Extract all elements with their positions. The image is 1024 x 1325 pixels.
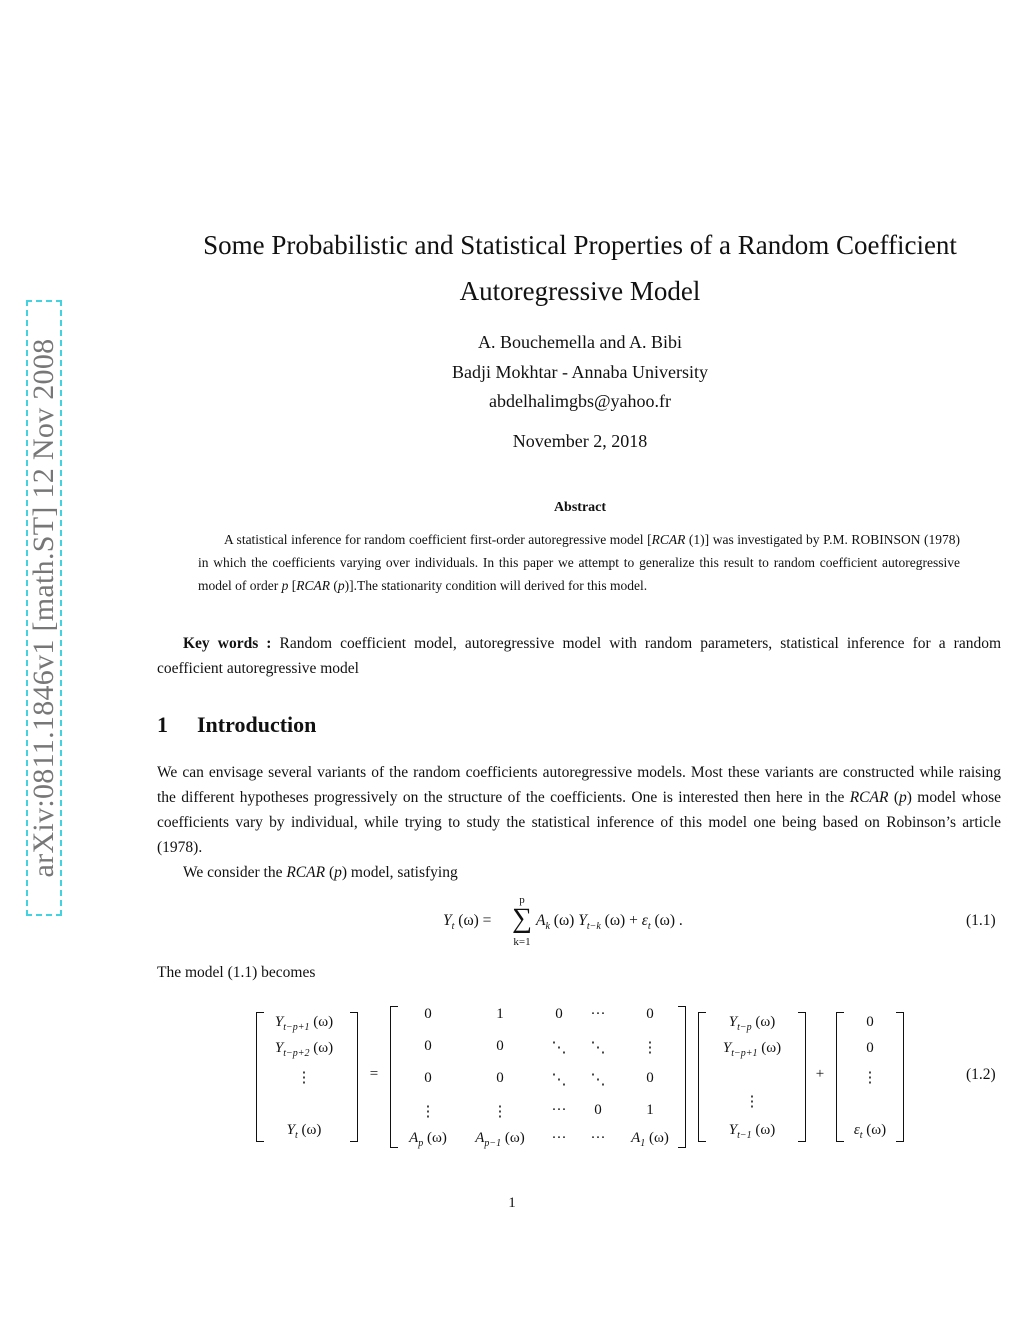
- matrix-entry: 0: [496, 1070, 504, 1086]
- matrix-entry: 0: [555, 1006, 563, 1022]
- noise-bracket-right: [896, 1012, 904, 1142]
- eq1-y-sub: t−k: [586, 921, 601, 933]
- section-title: Introduction: [197, 712, 317, 737]
- eq1-lhs-arg: (ω) =: [454, 912, 492, 929]
- keywords: [157, 631, 1001, 681]
- matrix-entry: ⋮: [492, 1104, 508, 1120]
- abstract-term-rcar-2: RCAR: [296, 578, 330, 593]
- abstract-term-rcar: RCAR: [651, 532, 686, 547]
- rhs-vector-entry: $Y_{t-1}$ (ω): [728, 1122, 776, 1141]
- eq2-plus: +: [815, 1066, 825, 1082]
- eq1-eps-arg: (ω) .: [650, 912, 683, 929]
- rhs-vector-entry: $Y_{t-p}$ (ω): [728, 1014, 776, 1033]
- matrix-entry: ···: [590, 1130, 606, 1146]
- intro-paragraph-1: [157, 760, 1001, 860]
- matrix-entry: ···: [590, 1006, 606, 1022]
- matrix-entry: 1: [496, 1006, 504, 1022]
- eq1-eps-sub: t: [647, 921, 651, 933]
- abstract-var-p: p: [281, 578, 289, 593]
- para2-var: p: [334, 864, 342, 881]
- abstract-text-e: )].The stationarity condition will derived for this model.: [344, 578, 648, 593]
- matrix-bracket-left: [390, 1006, 398, 1148]
- matrix-entry: $A_p$ (ω): [409, 1130, 447, 1149]
- matrix-entry: 0: [424, 1006, 432, 1022]
- matrix-entry: ⋱: [590, 1040, 606, 1056]
- para2-term: RCAR: [286, 864, 326, 881]
- affiliation: Badji Mokhtar - Annaba University: [452, 362, 708, 382]
- eq1-a-arg: (ω): [549, 912, 579, 929]
- date: November 2, 2018: [512, 431, 648, 451]
- eq1-y-arg: (ω) +: [600, 912, 642, 929]
- para1-b: (: [888, 789, 899, 806]
- matrix-entry: 0: [594, 1102, 602, 1118]
- para1-a: We can envisage several variants of the random coefficients autoregressive models. Most these variants are constructed while raising the different hypotheses progressively on the structure of the coefficients. One is interested then here in the: [157, 764, 1001, 806]
- lhs-vector-entry: $Y_{t-p+2}$ (ω): [274, 1040, 334, 1059]
- matrix-entry: 0: [646, 1070, 654, 1086]
- eq1-sum-bottom: k=1: [513, 936, 531, 948]
- eq2-number: (1.2): [966, 1066, 996, 1083]
- keywords-text: Random coefficient model, autoregressive model with random parameters, statistical inference for a random coefficient autoregressive model: [157, 635, 1002, 677]
- para1-c: ) model whose coefficients vary by individual, while trying to study the statistical inference of this model one being based on Robinson’s article (1978).: [157, 789, 1001, 856]
- matrix-entry: ⋱: [551, 1072, 567, 1088]
- eq1-lhs-sub: t: [451, 921, 455, 933]
- section-heading: [157, 712, 316, 738]
- matrix-entry: ⋮: [420, 1104, 436, 1120]
- eq1-sum-top: p: [519, 894, 525, 906]
- noise-bracket-left: [836, 1012, 844, 1142]
- email: abdelhalimgbs@yahoo.fr: [488, 391, 672, 411]
- para2-c: ) model, satisfying: [341, 864, 458, 881]
- title-line-2: Autoregressive Model: [459, 276, 701, 306]
- matrix-entry: 0: [496, 1038, 504, 1054]
- rhs-vector-entry: $Y_{t-p+1}$ (ω): [722, 1040, 782, 1059]
- eq1-rhs: [536, 912, 683, 932]
- matrix-entry: $A_{p-1}$ (ω): [475, 1130, 525, 1149]
- matrix-entry: 0: [646, 1006, 654, 1022]
- abstract-text-c: [: [288, 578, 297, 593]
- page-number: 1: [508, 1195, 516, 1211]
- intro-paragraph-3: The model (1.1) becomes: [157, 964, 316, 981]
- matrix-entry: $A_1$ (ω): [631, 1130, 669, 1149]
- lhs-vector-entry: ⋮: [296, 1070, 312, 1086]
- eq1-sum-symbol: ∑: [512, 903, 532, 934]
- eq1-y: Y: [578, 912, 587, 929]
- matrix-entry: ⋱: [590, 1072, 606, 1088]
- authors: A. Bouchemella and A. Bibi: [478, 332, 682, 352]
- matrix-entry: ···: [551, 1130, 567, 1146]
- matrix-entry: 0: [424, 1070, 432, 1086]
- arxiv-sidebar: [26, 300, 62, 916]
- matrix-entry: 0: [424, 1038, 432, 1054]
- equation-1-1: [443, 912, 491, 932]
- abstract-text-b: (1)] was investigated by P.M. ROBINSON (1978) in which the coefficients varying over individuals. In this paper we attempt to generalize this result to random coefficient autoregressive model of order: [198, 532, 960, 593]
- abstract-heading: Abstract: [553, 500, 607, 515]
- noise-vector-entry: 0: [866, 1040, 874, 1056]
- section-number: 1: [157, 712, 168, 737]
- noise-vector-entry: 0: [866, 1014, 874, 1030]
- lhs-bracket-left: [256, 1012, 264, 1142]
- abstract-var-p-2: p: [337, 578, 345, 593]
- arxiv-identifier: arXiv:0811.1846v1 [math.ST] 12 Nov 2008: [27, 338, 60, 878]
- lhs-vector-entry: $Y_{t-p+1}$ (ω): [274, 1014, 334, 1033]
- rhs-vector-entry: ⋮: [744, 1094, 760, 1110]
- keywords-label: Key words :: [183, 635, 272, 652]
- intro-paragraph-2: [157, 860, 1001, 885]
- para1-var: p: [899, 789, 907, 806]
- para1-term: RCAR: [849, 789, 889, 806]
- para2-b: (: [325, 864, 335, 881]
- noise-vector-entry: ⋮: [862, 1070, 878, 1086]
- eq1-number: (1.1): [966, 912, 996, 929]
- abstract-text-a: A statistical inference for random coefficient first-order autoregressive model [: [224, 532, 652, 547]
- matrix-entry: 1: [646, 1102, 654, 1118]
- eq2-equals: =: [369, 1066, 379, 1082]
- matrix-entry: ⋮: [642, 1040, 658, 1056]
- eq1-a: A: [536, 912, 546, 929]
- lhs-bracket-right: [350, 1012, 358, 1142]
- rhs-bracket-left: [698, 1012, 706, 1142]
- matrix-bracket-right: [678, 1006, 686, 1148]
- para2-a: We consider the: [183, 864, 287, 881]
- rhs-bracket-right: [798, 1012, 806, 1142]
- matrix-entry: ⋱: [551, 1040, 567, 1056]
- abstract-text: [198, 528, 960, 597]
- eq1-eps: ε: [641, 912, 648, 929]
- eq1-lhs: Y: [443, 912, 452, 929]
- eq1-a-sub: k: [545, 921, 550, 933]
- noise-vector-entry: $\varepsilon_t$ (ω): [853, 1122, 887, 1141]
- abstract-text-d: (: [329, 578, 338, 593]
- paper-title: [160, 222, 1000, 314]
- matrix-entry: ···: [551, 1102, 567, 1118]
- lhs-vector-entry: $Y_t$ (ω): [286, 1122, 322, 1141]
- title-line-1: Some Probabilistic and Statistical Properties of a Random Coefficient: [203, 230, 957, 260]
